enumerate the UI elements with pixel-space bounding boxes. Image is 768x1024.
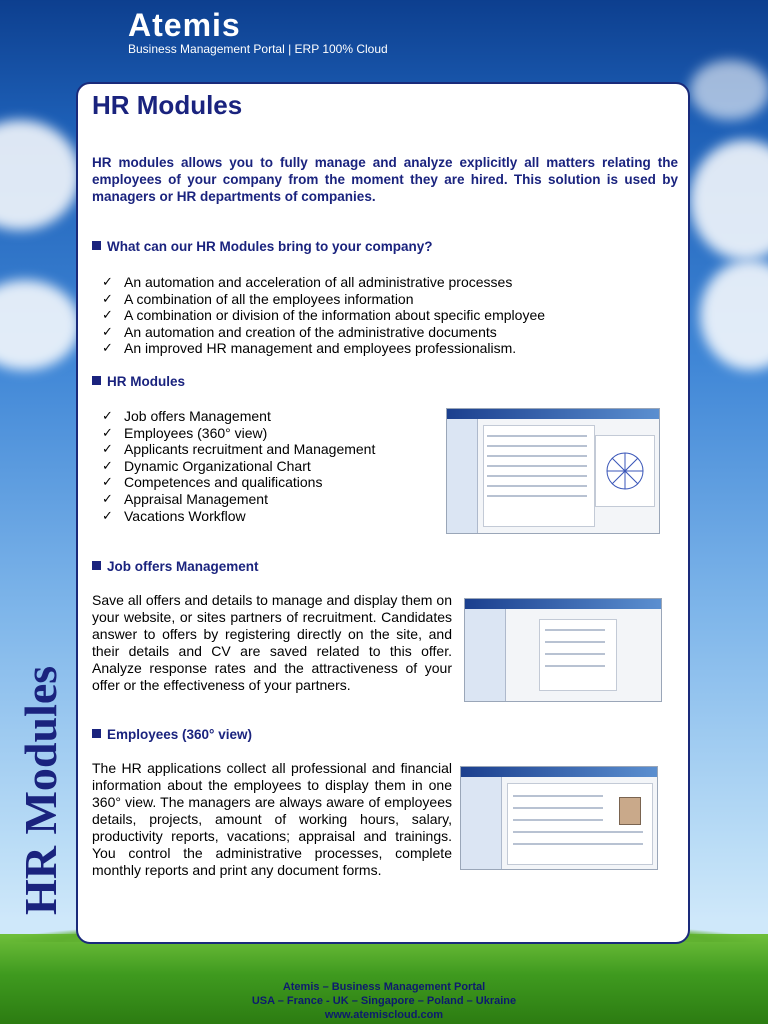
screenshot-row (487, 455, 587, 457)
footer-line-1: Atemis – Business Management Portal (282, 981, 486, 993)
side-title: HR Modules (15, 665, 66, 915)
check-icon: ✓ (102, 424, 113, 440)
brand-header (128, 8, 388, 56)
check-icon: ✓ (102, 307, 113, 323)
screenshot-row (487, 445, 587, 447)
list-item (98, 458, 375, 475)
job-offers-paragraph: Save all offers and details to manage and display them on your website, or sites partners of recruitment. Candidates answer to offers by registering directly on the site, and their details and CV are saved related to this offer. Analyze response rates and the attractiveness of your offer or the effectiveness of your partners. (92, 592, 452, 693)
footer (0, 980, 768, 1022)
list-item-text: Job offers Management (124, 408, 271, 424)
modules-heading-text: HR Modules (107, 374, 186, 389)
screenshot-sidebar (461, 777, 502, 869)
check-icon: ✓ (102, 340, 113, 356)
list-item (98, 291, 545, 308)
list-item-text: A combination or division of the information about specific employee (124, 307, 546, 324)
cloud-decoration (700, 260, 768, 370)
check-icon: ✓ (102, 474, 113, 490)
footer-line-2: USA – France - UK – Singapore – Poland – Ukraine (251, 995, 517, 1007)
employee-record-screenshot (460, 766, 658, 870)
check-icon: ✓ (102, 507, 113, 523)
screenshot-row (487, 495, 587, 497)
cloud-decoration (0, 120, 80, 230)
square-bullet-icon (92, 376, 101, 385)
footer-line-3: www.atemiscloud.com (324, 1009, 444, 1021)
screenshot-row (545, 641, 605, 643)
benefits-list (98, 274, 545, 357)
list-item-text: An automation and acceleration of all administrative processes (124, 274, 513, 290)
list-item-text: Appraisal Management (124, 490, 268, 507)
list-item-text: A combination of all the employees information (124, 290, 414, 307)
screenshot-titlebar (447, 409, 659, 419)
screenshot-sidebar (465, 609, 506, 701)
screenshot-row (513, 819, 603, 821)
check-icon: ✓ (102, 457, 113, 473)
check-icon: ✓ (102, 274, 113, 289)
job-offers-screenshot (464, 598, 662, 702)
employee-photo (619, 797, 641, 825)
screenshot-row (513, 843, 643, 845)
screenshot-row (487, 435, 587, 437)
screenshot-sidebar (447, 419, 478, 533)
screenshot-row (487, 475, 587, 477)
list-item (98, 508, 375, 525)
list-item (98, 340, 545, 357)
screenshot-chart-panel (595, 435, 655, 507)
screenshot-row (487, 485, 587, 487)
list-item (98, 274, 545, 291)
screenshot-titlebar (461, 767, 657, 777)
screenshot-row (545, 653, 605, 655)
square-bullet-icon (92, 729, 101, 738)
screenshot-row (545, 665, 605, 667)
list-item (98, 441, 375, 458)
employees-paragraph: The HR applications collect all professional and financial information about the employees to display them in one 360° view. The managers are always aware of employees details, projects, amount of working hours, salary, productivity reports, vacations; appraisal and trainings. You control the administrative processes, complete monthly reports and print any document forms. (92, 760, 452, 878)
org-chart-graphic (596, 436, 654, 506)
screenshot-row (545, 629, 605, 631)
screenshot-row (487, 465, 587, 467)
list-item (98, 425, 375, 442)
cloud-decoration (0, 280, 80, 370)
list-item-text: Employees (360° view) (124, 424, 268, 441)
brand-name: Atemis (128, 7, 241, 43)
square-bullet-icon (92, 561, 101, 570)
job-offers-heading-text: Job offers Management (107, 559, 259, 574)
list-item (98, 307, 545, 324)
square-bullet-icon (92, 241, 101, 250)
list-item-text: Competences and qualifications (124, 474, 323, 491)
benefits-heading-text: What can our HR Modules bring to your company? (107, 239, 433, 254)
screenshot-row (513, 807, 603, 809)
employees-heading (92, 727, 252, 742)
list-item-text: An automation and creation of the administrative documents (124, 323, 497, 340)
cloud-decoration (690, 60, 768, 120)
list-item-text: Dynamic Organizational Chart (124, 457, 311, 474)
check-icon: ✓ (102, 408, 113, 423)
list-item-text: An improved HR management and employees professionalism. (124, 340, 517, 357)
check-icon: ✓ (102, 490, 113, 506)
modules-list (98, 408, 375, 524)
check-icon: ✓ (102, 323, 113, 339)
brand-tagline: Business Management Portal | ERP 100% Cloud (128, 42, 388, 56)
job-offers-heading (92, 559, 259, 574)
list-item (98, 491, 375, 508)
screenshot-row (513, 831, 643, 833)
cloud-decoration (690, 140, 768, 260)
benefits-heading (92, 239, 433, 254)
screenshot-titlebar (465, 599, 661, 609)
page-title: HR Modules (92, 90, 243, 120)
org-chart-screenshot (446, 408, 660, 534)
list-item-text: Vacations Workflow (124, 507, 246, 524)
employees-heading-text: Employees (360° view) (107, 727, 252, 742)
list-item (98, 474, 375, 491)
intro-paragraph: HR modules allows you to fully manage and analyze explicitly all matters relating the employees of your company from the moment they are hired. This solution is used by managers or HR departments of companies. (92, 155, 678, 204)
list-item-text: Applicants recruitment and Management (124, 441, 376, 458)
screenshot-row (513, 795, 603, 797)
check-icon: ✓ (102, 441, 113, 457)
check-icon: ✓ (102, 290, 113, 306)
modules-heading (92, 374, 185, 389)
list-item (98, 324, 545, 341)
list-item (98, 408, 375, 425)
content-card (76, 82, 690, 944)
